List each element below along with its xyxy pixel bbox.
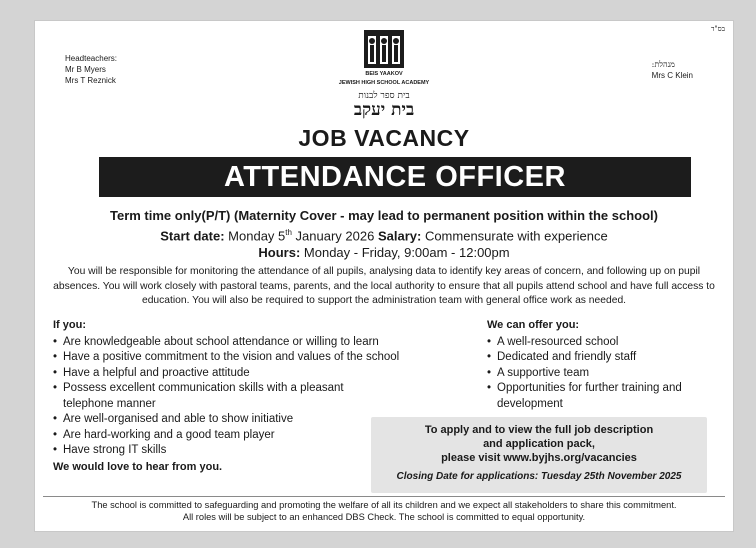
list-item: • Dedicated and friendly staff bbox=[487, 350, 717, 366]
footer-line-2: All roles will be subject to an enhanced DBS Check. The school is committed to equal opportunity. bbox=[182, 512, 586, 522]
headteacher-name: Mr B Myers bbox=[65, 65, 106, 74]
start-salary-line bbox=[35, 224, 733, 244]
headteacher-name: Mrs T Reznick bbox=[65, 76, 116, 85]
closing-date: Closing Date for applications: Tuesday 25th November 2025 bbox=[396, 471, 682, 482]
job-vacancy-heading: JOB VACANCY bbox=[298, 125, 470, 151]
apply-text bbox=[371, 423, 707, 465]
logo-hebrew-small: בית ספר לבנות bbox=[358, 91, 410, 101]
salary-value: Commensurate with experience bbox=[421, 228, 608, 244]
list-item: • A supportive team bbox=[487, 366, 717, 382]
hours-label: Hours: bbox=[258, 245, 301, 261]
school-crest-icon bbox=[363, 29, 405, 69]
manager-block bbox=[652, 59, 693, 81]
offer-list bbox=[487, 335, 717, 413]
terms-text: Term time only(P/T) (Maternity Cover - may lead to permanent position within the school) bbox=[110, 208, 658, 223]
salary-label: Salary: bbox=[377, 228, 422, 244]
list-item: • A well-resourced school bbox=[487, 335, 717, 351]
apply-line-1: To apply and to view the full job description bbox=[424, 424, 654, 436]
manager-name: Mrs C Klein bbox=[651, 71, 693, 80]
job-description: You will be responsible for monitoring the attendance of all pupils, analysing data to identify key areas of concern, and following up on pupil absences. You will work closely with pastoral teams, parents, and the local authority to ensure that all pupils attend school and have full access to education. You will also be required to support the administration team with general office work as needed. bbox=[53, 266, 715, 306]
manager-title: מנהלת: bbox=[651, 60, 675, 69]
list-item: • Have strong IT skills bbox=[53, 443, 463, 459]
position-title: ATTENDANCE OFFICER bbox=[99, 157, 691, 197]
offer-section bbox=[487, 318, 717, 412]
start-label: Start date: bbox=[160, 228, 225, 244]
hours-line bbox=[35, 244, 733, 261]
list-item: • Are hard-working and a good team player bbox=[53, 428, 463, 444]
list-item: • Are well-organised and able to show initiative bbox=[53, 412, 463, 428]
logo-line-2: JEWISH HIGH SCHOOL ACADEMY bbox=[338, 80, 430, 86]
if-you-heading: If you: bbox=[53, 319, 86, 331]
job-info bbox=[35, 207, 733, 261]
school-logo bbox=[35, 29, 733, 119]
apply-line-2: and application pack, bbox=[483, 438, 595, 450]
start-value: Monday 5 bbox=[228, 228, 286, 244]
footer-line-1: The school is committed to safeguarding and promoting the welfare of all its children and we expect all stakeholders to share this commitment. bbox=[91, 500, 677, 510]
logo-line-1: BEIS YAAKOV bbox=[365, 71, 403, 77]
hours-value: Monday - Friday, 9:00am - 12:00pm bbox=[300, 245, 510, 261]
list-item: • Opportunities for further training and development bbox=[487, 381, 687, 412]
closing-line: We would love to hear from you. bbox=[53, 460, 223, 473]
logo-hebrew-large: בית יעקב bbox=[353, 100, 415, 120]
list-item: • Have a helpful and proactive attitude bbox=[53, 366, 463, 382]
top-right-mark: בס"ד bbox=[711, 25, 725, 33]
headteachers-title: Headteachers: bbox=[65, 54, 118, 63]
start-value-suffix: th bbox=[285, 228, 292, 237]
apply-link[interactable]: please visit www.byjhs.org/vacancies bbox=[441, 452, 637, 464]
list-item: • Are knowledgeable about school attendance or willing to learn bbox=[53, 335, 463, 351]
offer-heading: We can offer you: bbox=[487, 319, 580, 331]
list-item: • Have a positive commitment to the vision and values of the school bbox=[53, 350, 463, 366]
footer bbox=[35, 499, 733, 523]
start-value-rest: January 2026 bbox=[291, 228, 378, 244]
footer-divider bbox=[43, 496, 725, 497]
list-item: • Possess excellent communication skills with a pleasant telephone manner bbox=[53, 381, 383, 412]
apply-box bbox=[371, 417, 707, 493]
flyer-page bbox=[34, 20, 734, 532]
